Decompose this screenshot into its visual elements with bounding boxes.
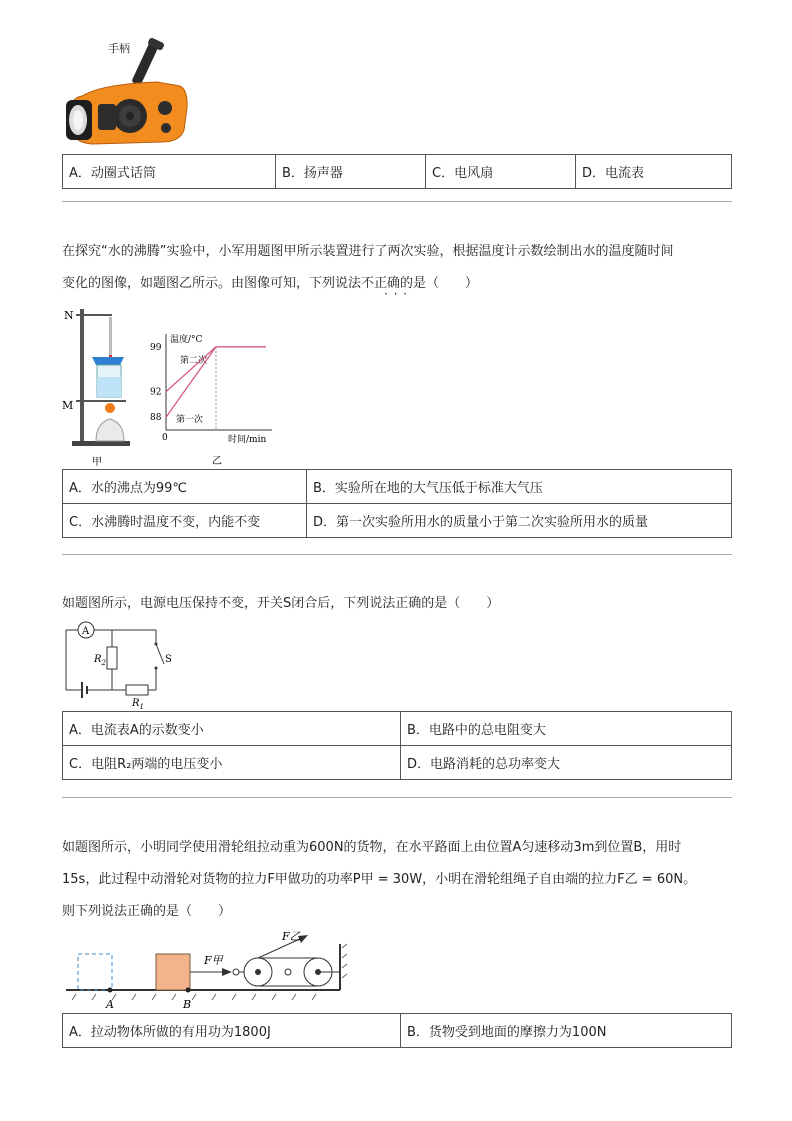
label-m: M	[62, 399, 74, 412]
q1-options-table	[62, 154, 732, 189]
label-n: N	[64, 309, 74, 322]
hand-crank-radio-figure	[62, 38, 192, 150]
pulley-system-figure	[62, 926, 352, 1012]
chart-label-first: 第一次	[176, 415, 204, 425]
emphasis-dots: · · ·	[384, 287, 409, 301]
q3-stem-line: 如题图所示，电源电压保持不变，开关S闭合后，下列说法正确的是（ ）	[62, 596, 500, 611]
chart-label-second: 第二次	[180, 356, 208, 366]
q2-options-table	[62, 469, 732, 538]
q4-stem-line1: 如题图所示，小明同学使用滑轮组拉动重为600N的货物，在水平路面上由位置A匀速移动3m到位置B，用时	[62, 840, 682, 855]
circuit-diagram	[62, 618, 192, 710]
r1-label: $R_1$	[132, 698, 144, 710]
chart-xlabel: 时间/min	[228, 435, 267, 445]
label-jia: 甲	[92, 457, 102, 467]
chart-origin: 0	[162, 433, 168, 443]
temperature-time-chart	[144, 330, 276, 467]
position-b-label: B	[183, 998, 192, 1011]
q3-option-d[interactable]: D．电路消耗的总功率变大	[401, 746, 732, 780]
q4-stem-line3: 则下列说法正确的是（ ）	[62, 904, 232, 919]
q3-option-c[interactable]: C．电阻R₂两端的电压变小	[63, 746, 401, 780]
position-a-label: A	[106, 998, 114, 1011]
q4-options-table	[62, 1013, 732, 1048]
r2-label: $R_2$	[94, 654, 106, 667]
chart-ytick-92: 92	[150, 387, 162, 398]
ammeter-label: A	[82, 626, 90, 637]
q2-stem-line2: 变化的图像，如题图乙所示。由图像可知，下列说法不正确的是（ ）	[62, 276, 479, 291]
q3-option-b[interactable]: B．电路中的总电阻变大	[401, 712, 732, 746]
force-yi-label: F乙	[282, 930, 301, 943]
chart-series-line-1	[166, 347, 266, 392]
boiling-apparatus-figure	[62, 305, 134, 467]
q2-stem-line1: 在探究“水的沸腾”实验中，小军用题图甲所示装置进行了两次实验，根据温度计示数绘制出水的温度随时间	[62, 244, 674, 259]
force-jia-label: F甲	[204, 954, 223, 967]
q2-option-b[interactable]: B．实验所在地的大气压低于标准大气压	[307, 470, 732, 504]
chart-ytick-88: 88	[150, 413, 162, 424]
q3-option-a[interactable]: A．电流表A的示数变小	[63, 712, 401, 746]
q4-stem-line2: 15s，此过程中动滑轮对货物的拉力F甲做功的功率P甲 = 30W，小明在滑轮组绳子自由端的拉力F乙 = 60N。	[62, 872, 697, 887]
divider-3	[62, 797, 732, 798]
q1-option-b[interactable]: B．扬声器	[276, 155, 426, 189]
q4-stem	[62, 832, 734, 928]
q2-option-d[interactable]: D．第一次实验所用水的质量小于第二次实验所用水的质量	[307, 504, 732, 538]
chart-ytick-99: 99	[150, 342, 162, 353]
switch-label: S	[165, 654, 172, 665]
q3-options-table	[62, 711, 732, 780]
handle-label: 手柄	[108, 42, 130, 55]
q1-option-d[interactable]: D．电流表	[576, 155, 732, 189]
divider-1	[62, 201, 732, 202]
q2-option-a[interactable]: A．水的沸点为99℃	[63, 470, 307, 504]
q2-option-c[interactable]: C．水沸腾时温度不变，内能不变	[63, 504, 307, 538]
divider-2	[62, 554, 732, 555]
q4-option-a[interactable]: A．拉动物体所做的有用功为1800J	[63, 1014, 401, 1048]
q1-option-c[interactable]: C．电风扇	[426, 155, 576, 189]
q1-option-a[interactable]: A．动圈式话筒	[63, 155, 276, 189]
q4-option-b[interactable]: B．货物受到地面的摩擦力为100N	[401, 1014, 732, 1048]
chart-ylabel: 温度/°C	[170, 335, 203, 345]
chart-caption-yi: 乙	[212, 456, 222, 467]
q3-stem	[62, 588, 734, 620]
